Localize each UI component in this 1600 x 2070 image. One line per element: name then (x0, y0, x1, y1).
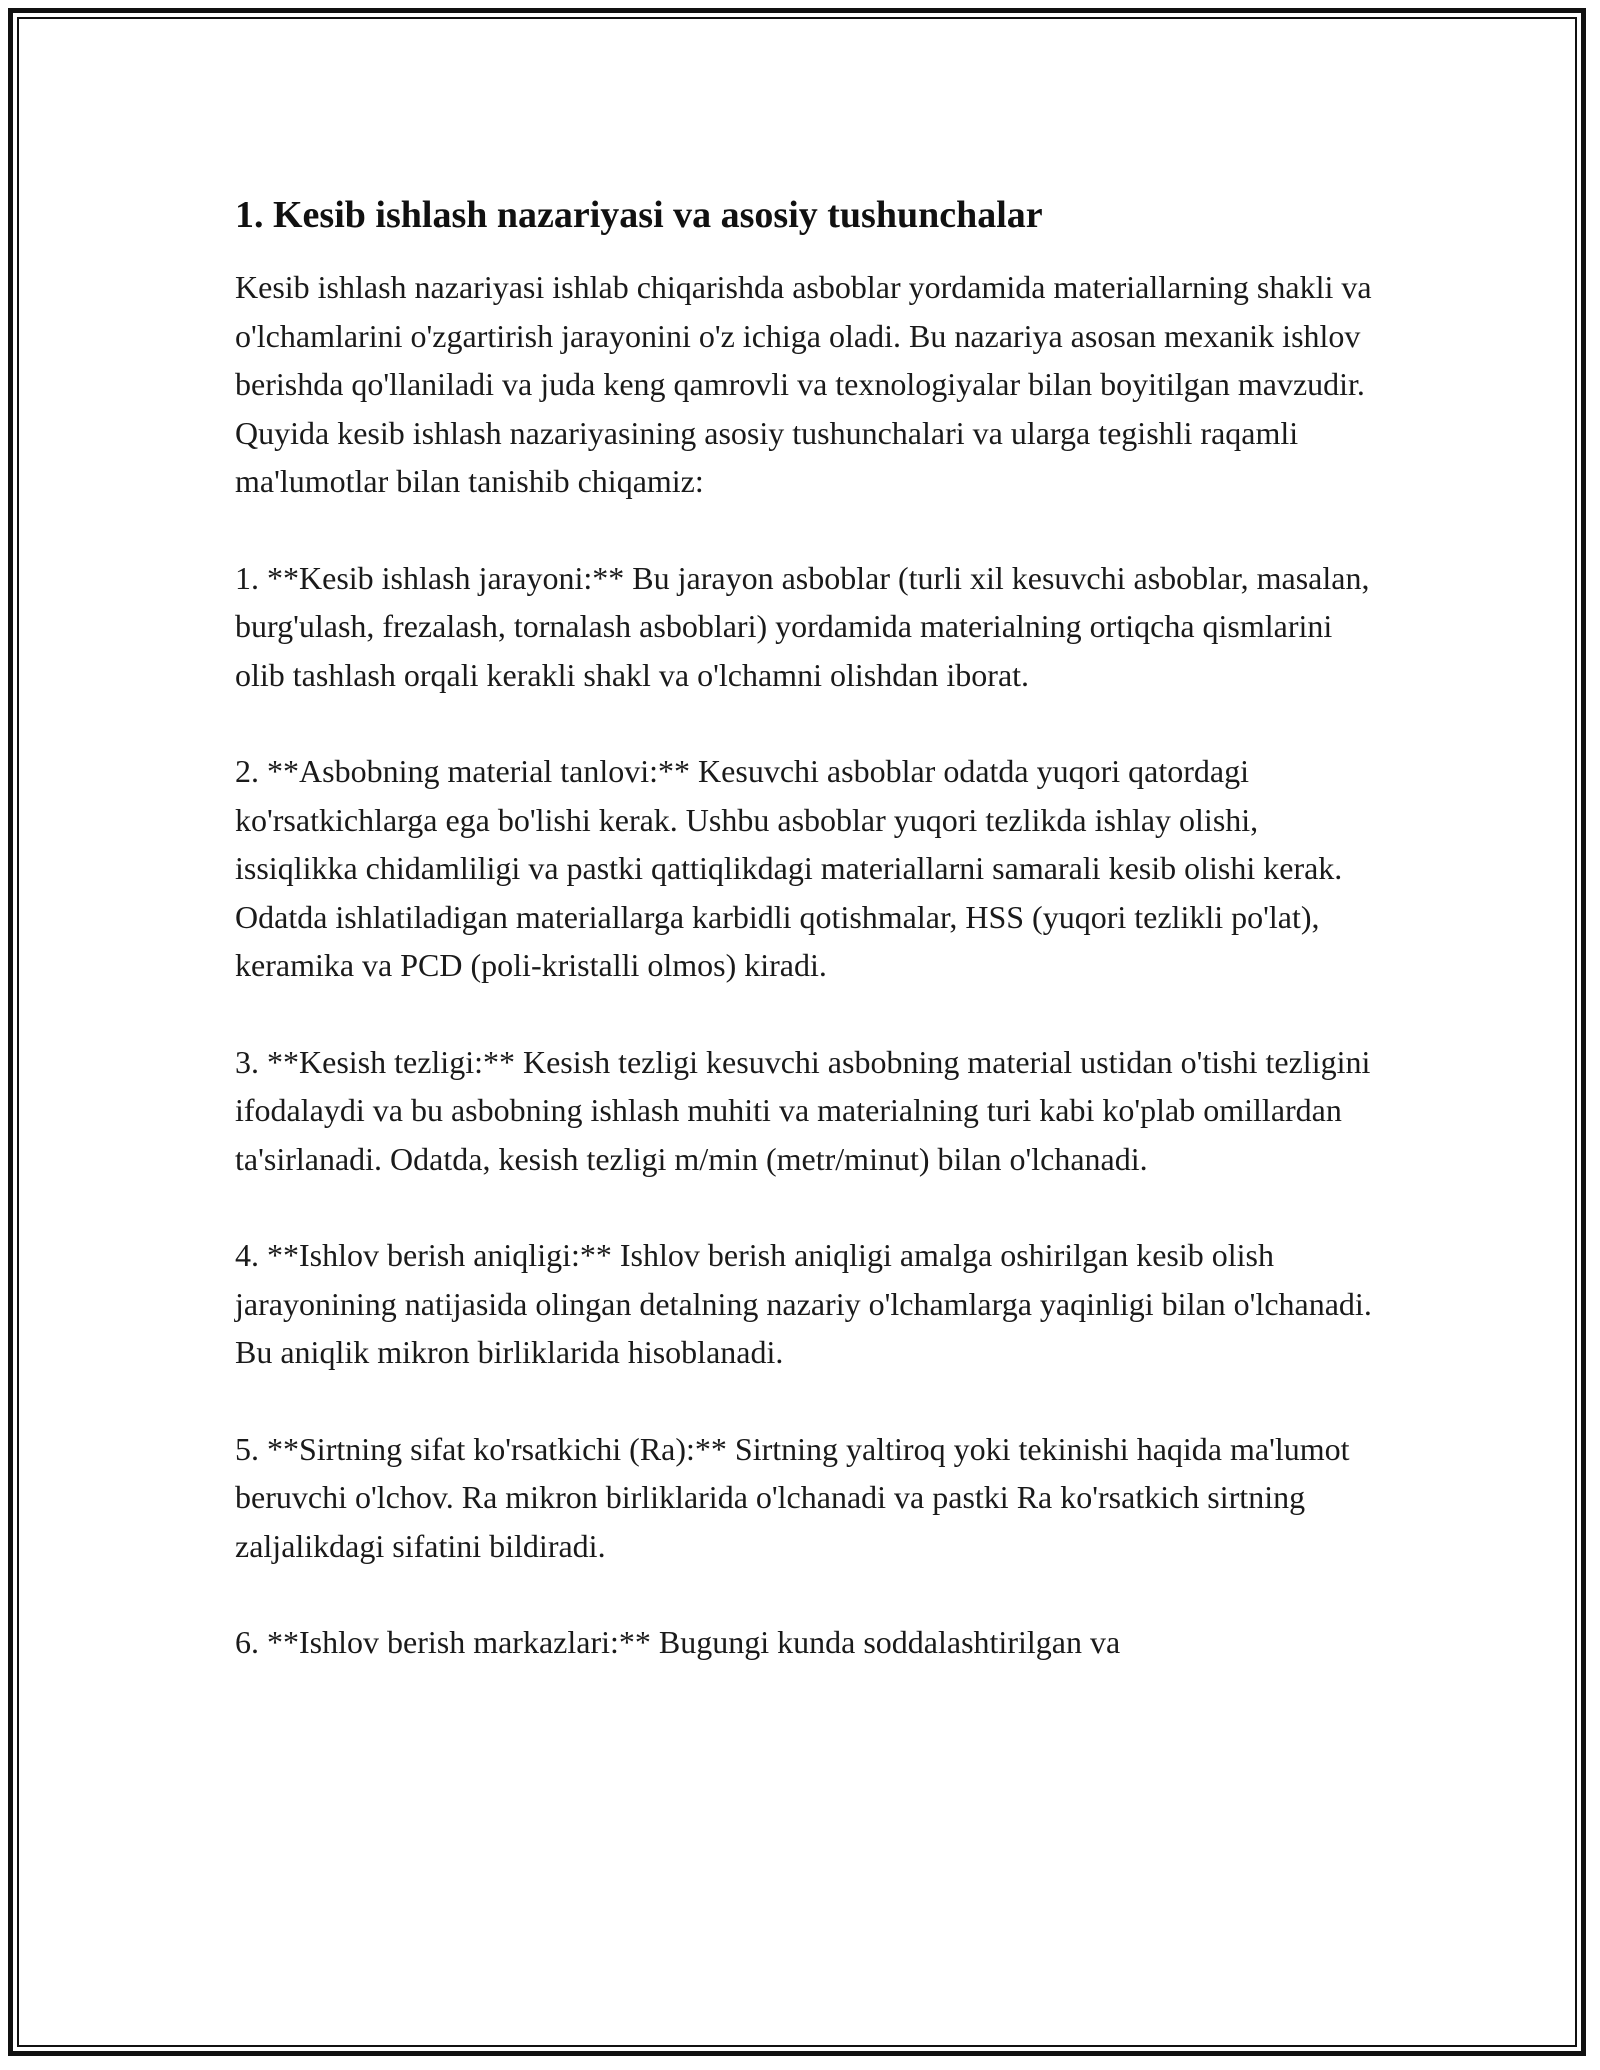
intro-paragraph: Kesib ishlash nazariyasi ishlab chiqarishda asboblar yordamida materiallarning shakli va o'lchamlarini o'zgartirish jarayonini o'z ichiga oladi. Bu nazariya asosan mexanik ishlov berishda qo'llaniladi va juda keng qamrovli va texnologiyalar bilan boyitilgan mavzudir. Quyida kesib ishlash nazariyasining asosiy tushunchalari va ularga tegishli raqamli ma'lumotlar bilan tanishib chiqamiz: (235, 269, 1372, 499)
list-item-4: 4. **Ishlov berish aniqligi:** Ishlov berish aniqligi amalga oshirilgan kesib olish jarayonining natijasida olingan detalning nazariy o'lchamlarga yaqinligi bilan o'lchanadi. Bu aniqlik mikron birliklarida hisoblanadi. (235, 1237, 1372, 1370)
list-item-5: 5. **Sirtning sifat ko'rsatkichi (Ra):** Sirtning yaltiroq yoki tekinishi haqida ma'lumot beruvchi o'lchov. Ra mikron birliklarida o'lchanadi va pastki Ra ko'rsatkich sirtning zaljalikdagi sifatini bildiradi. (235, 1430, 1350, 1564)
list-item-6: 6. **Ishlov berish markazlari:** Bugungi kunda soddalashtirilgan va (235, 1624, 1121, 1660)
document-body (235, 185, 1375, 1715)
list-item-2: 2. **Asbobning material tanlovi:** Kesuvchi asboblar odatda yuqori qatordagi ko'rsatkichlarga ega bo'lishi kerak. Ushbu asboblar yuqori tezlikda ishlay olishi, issiqlikka chidamliligi va pastki qattiqlikdagi materiallarni samarali kesib olishi kerak. Odatda ishlatiladigan materiallarga karbidli qotishmalar, HSS (yuqori tezlikli po'lat), keramika va PCD (poli-kristalli olmos) kiradi. (235, 753, 1343, 983)
section-heading: 1. Kesib ishlash nazariyasi va asosiy tushunchalar (235, 194, 1043, 236)
list-item-1: 1. **Kesib ishlash jarayoni:** Bu jarayon asboblar (turli xil kesuvchi asboblar, masalan, burg'ulash, frezalash, tornalash asboblari) yordamida materialning ortiqcha qismlarini olib tashlash orqali kerakli shakl va o'lchamni olishdan iborat. (235, 559, 1370, 693)
list-item-3: 3. **Kesish tezligi:** Kesish tezligi kesuvchi asbobning material ustidan o'tishi tezligini ifodalaydi va bu asbobning ishlash muhiti va materialning turi kabi ko'plab omillardan ta'sirlanadi. Odatda, kesish tezligi m/min (metr/minut) bilan o'lchanadi. (235, 1043, 1371, 1177)
